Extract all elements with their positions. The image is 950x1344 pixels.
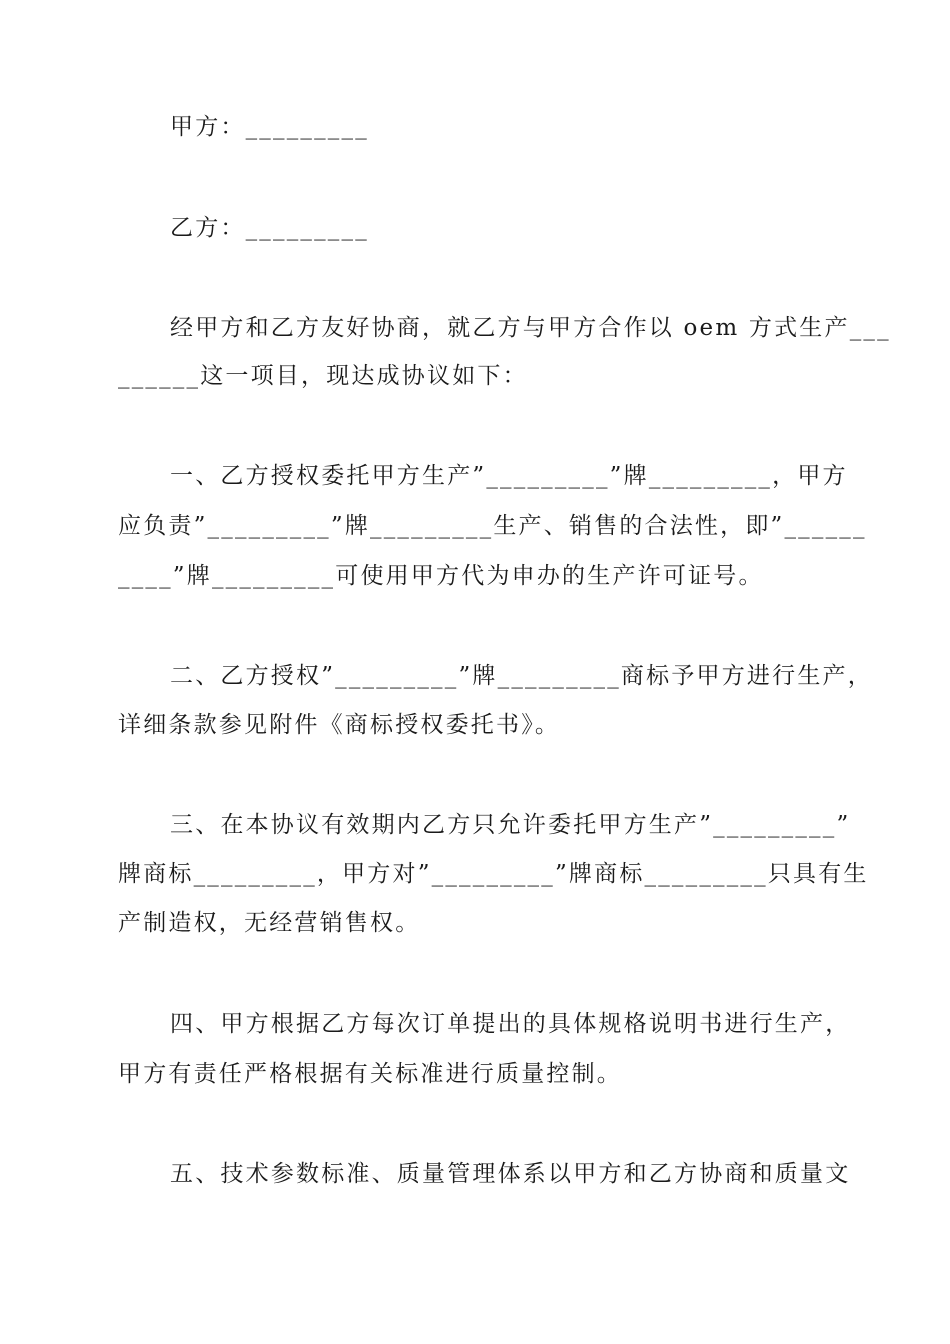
intro-line-2: ______这一项目，现达成协议如下： (118, 363, 528, 389)
clause-2-line-2: 详细条款参见附件《商标授权委托书》。 (118, 712, 561, 738)
clause-3-line-2: 牌商标_________，甲方对”_________”牌商标_________只具有生 (118, 861, 869, 887)
intro-line-1: 经甲方和乙方友好协商，就乙方与甲方合作以 oem 方式生产___ (170, 315, 891, 341)
clause-1-line-2: 应负责”_________”牌_________生产、销售的合法性，即”______ (118, 513, 867, 539)
clause-1-line-3: ____”牌_________可使用甲方代为申办的生产许可证号。 (118, 563, 764, 589)
clause-3-line-1: 三、在本协议有效期内乙方只允许委托甲方生产”_________” (170, 812, 851, 838)
clause-2-line-1: 二、乙方授权”_________”牌_________商标予甲方进行生产， (170, 663, 873, 689)
party-b-line: 乙方：_________ (170, 215, 369, 241)
clause-4-line-2: 甲方有责任严格根据有关标准进行质量控制。 (118, 1061, 622, 1087)
clause-1-line-1: 一、乙方授权委托甲方生产”_________”牌_________，甲方 (170, 463, 848, 489)
clause-5-line-1: 五、技术参数标准、质量管理体系以甲方和乙方协商和质量文 (170, 1161, 851, 1187)
clause-4-line-1: 四、甲方根据乙方每次订单提出的具体规格说明书进行生产， (170, 1011, 851, 1037)
party-a-line: 甲方：_________ (170, 114, 369, 140)
clause-3-line-3: 产制造权，无经营销售权。 (118, 910, 421, 936)
